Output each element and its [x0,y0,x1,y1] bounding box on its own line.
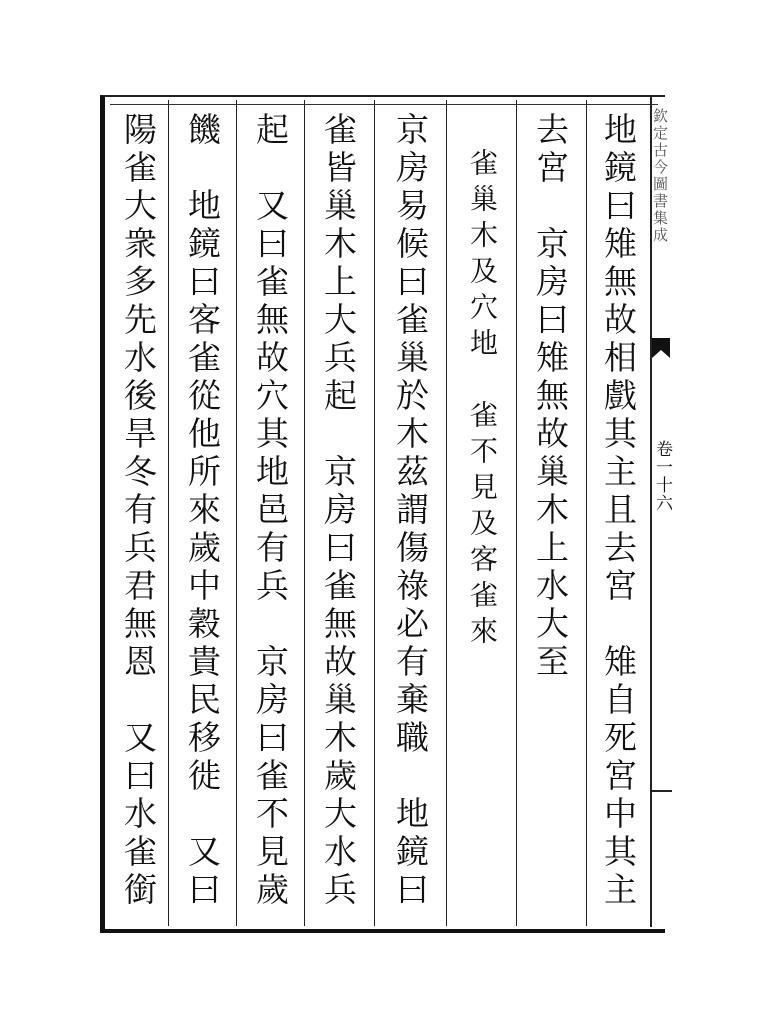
column-rule [374,100,375,926]
column-rule [236,100,237,926]
column-rule [586,100,587,926]
fishtail-mark-icon [652,338,670,358]
text-column-7: 饑 地鏡曰客雀從他所來歲中穀貴民移徙 又曰 [183,112,222,910]
text-column-4: 京房易候曰雀巢於木茲謂傷祿必有棄職 地鏡曰 [391,112,430,910]
text-column-6: 起 又曰雀無故穴其地邑有兵 京房曰雀不見歲 [251,112,290,910]
text-column-3: 雀巢木及穴地 雀不見及客雀來 [466,112,499,652]
center-margin-divider [652,780,672,792]
text-column-2: 去宮 京房曰雉無故巢木上水大至 [531,112,570,682]
page-border-inner-rule [110,104,658,105]
text-column-8: 陽雀大衆多先水後旱冬有兵君無恩 又曰水雀銜 [119,112,158,910]
column-rule [168,100,169,926]
column-rule [446,100,447,926]
volume-label: 卷一十六 [652,440,672,512]
text-column-1: 地鏡曰雉無故相戲其主且去宮 雉自死宮中其主 [599,112,638,910]
column-rule [304,100,305,926]
center-margin-title: 欽定古今圖書集成 [651,108,669,244]
text-column-5: 雀皆巢木上大兵起 京房曰雀無故巢木歲大水兵 [319,112,358,910]
column-rule [516,100,517,926]
